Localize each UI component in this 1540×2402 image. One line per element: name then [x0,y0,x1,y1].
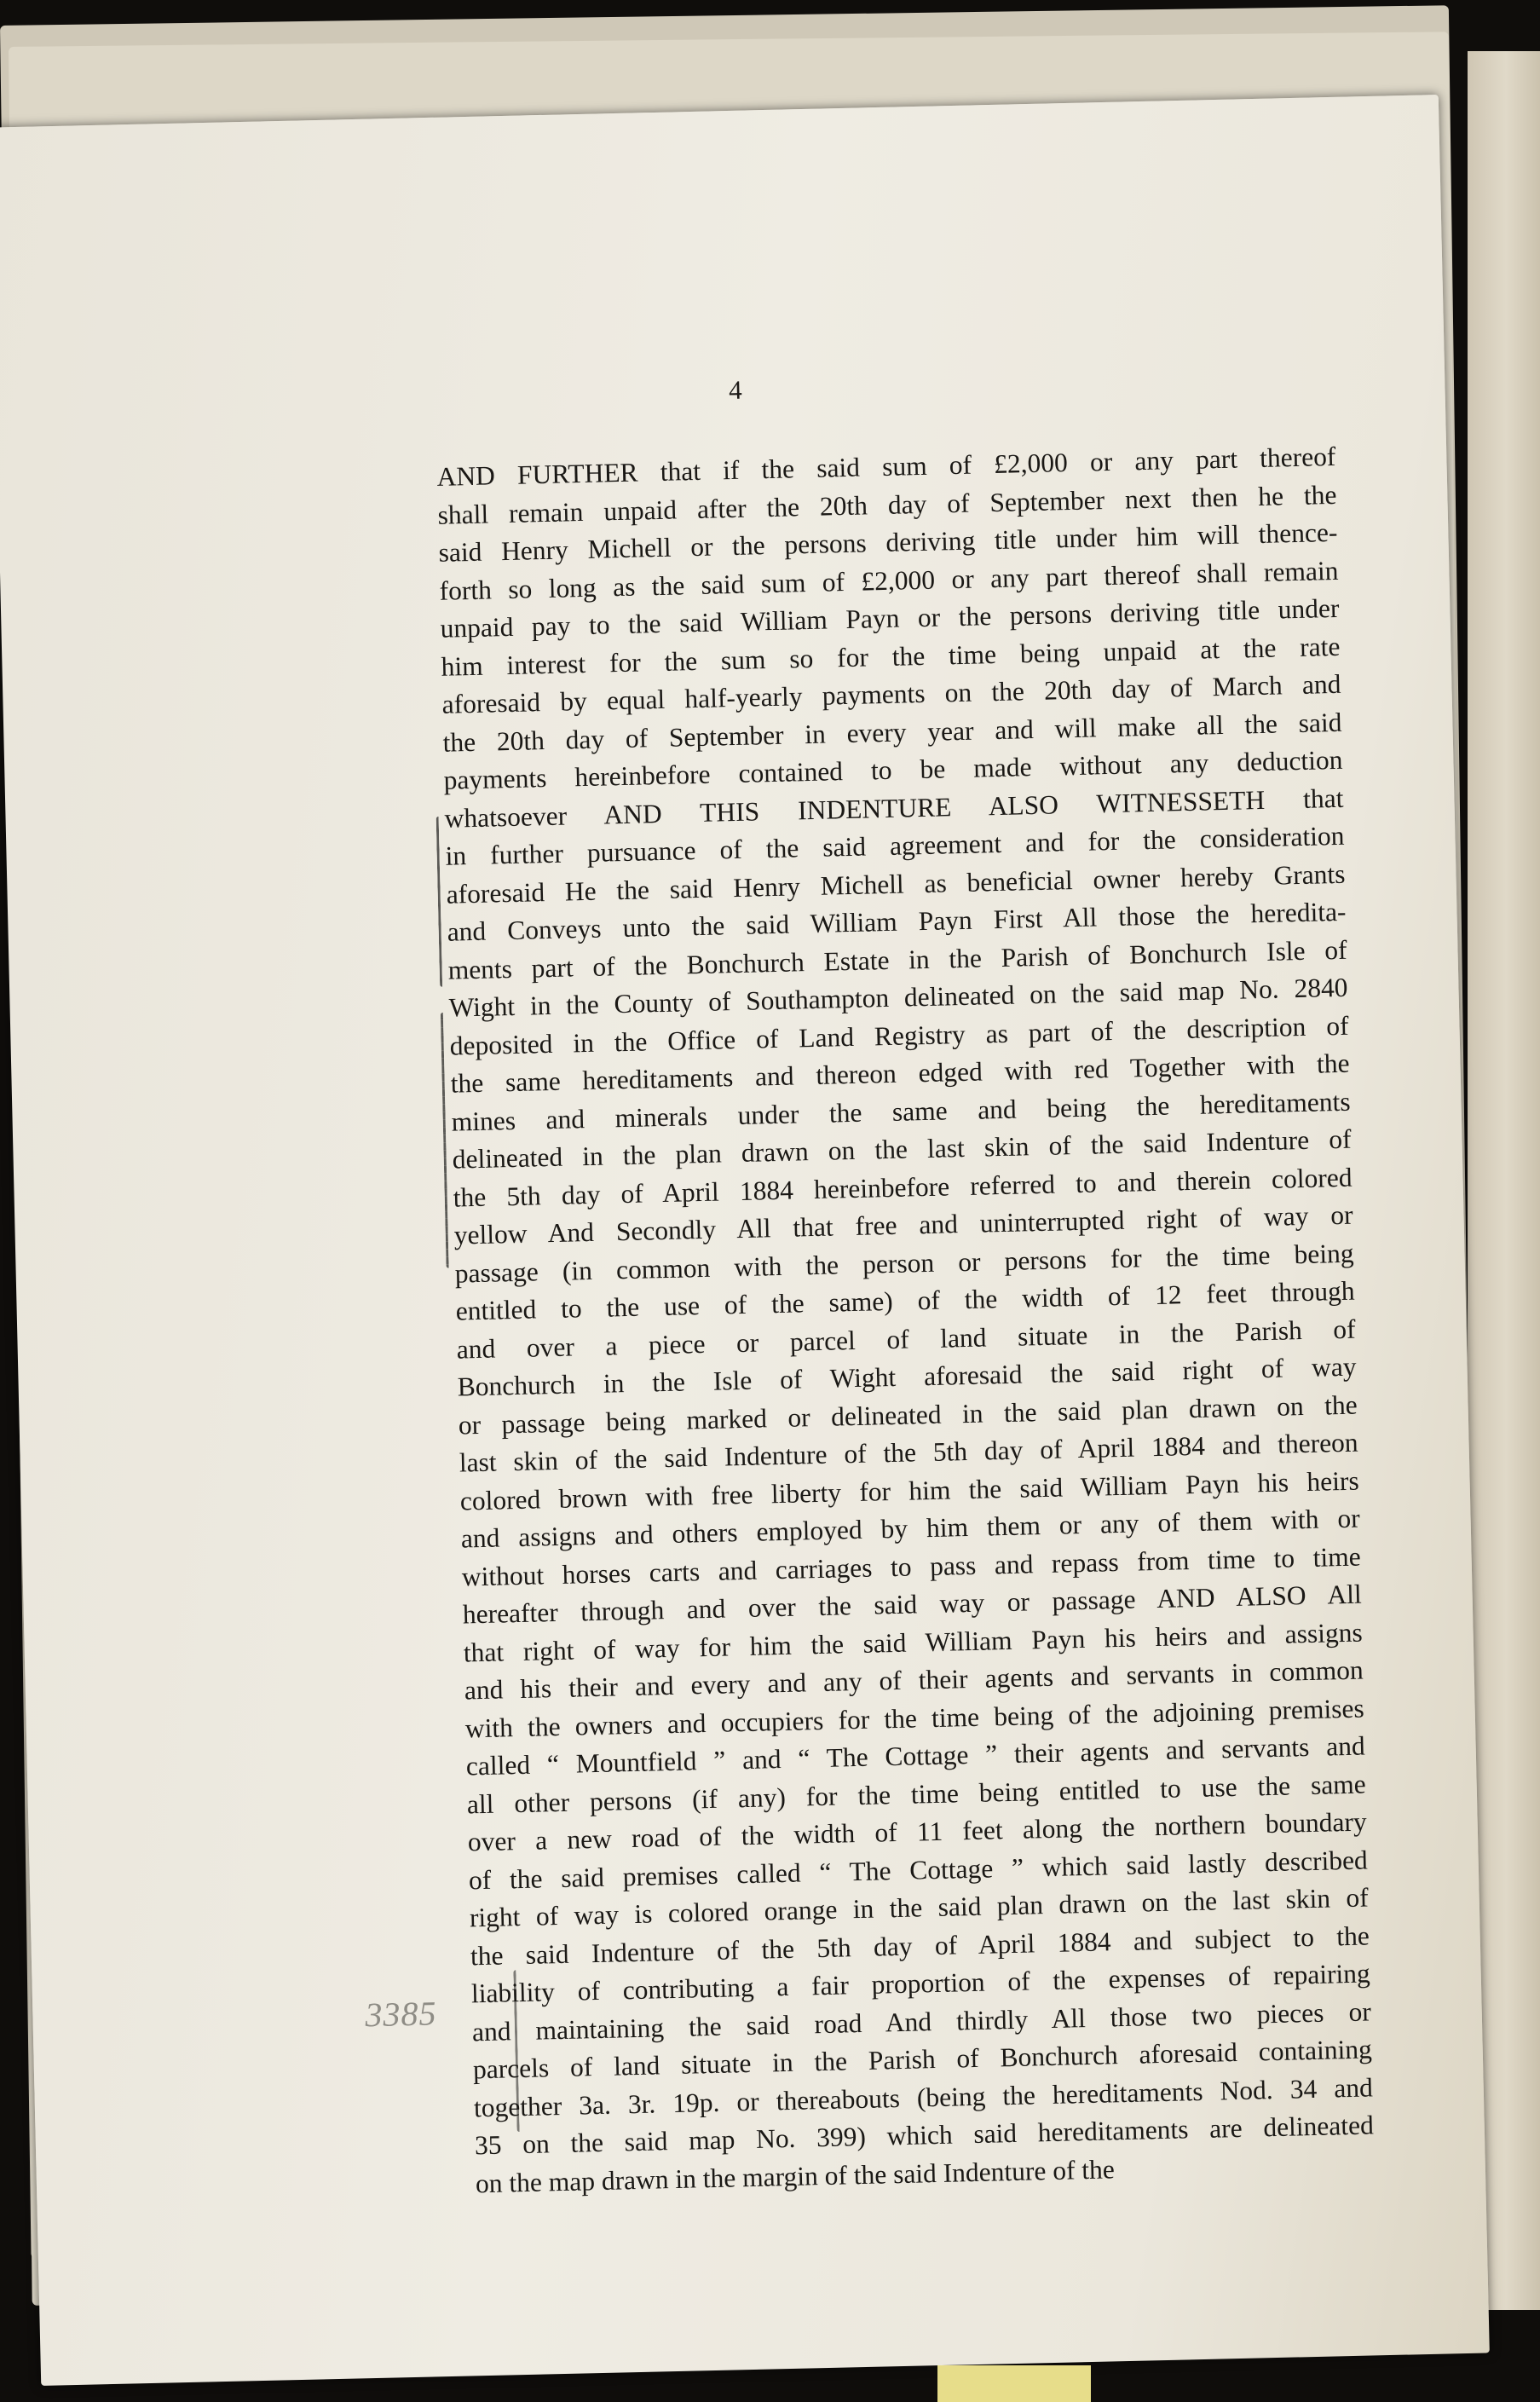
document-page [0,95,1490,2386]
text-line: parcels of land situate in the Parish of Bonchurch aforesaid containing [472,2034,1373,2085]
text-line: ments part of the Bonchurch Estate in the Parish of Bonchurch Isle of [447,934,1347,985]
text-line: of the said premises called “ The Cottage ” which said lastly described [468,1844,1369,1895]
text-line: unpaid pay to the said William Payn or the persons deriving title under [440,592,1340,644]
text-line: hereafter through and over the said way or passage AND ALSO All [462,1579,1363,1630]
text-line: delineated in the plan drawn on the last skin of the said Indenture of [452,1123,1352,1175]
text-line: called “ Mountfield ” and “ The Cottage ” their agents and servants and [465,1730,1366,1781]
text-line: or passage being marked or delineated in the said plan drawn on the [458,1389,1358,1441]
text-line: said Henry Michell or the persons deriving title under him will thence- [438,517,1338,568]
text-line: payments hereinbefore contained to be made without any deduction [443,744,1343,795]
margin-bracket-lower [441,1013,449,1268]
text-line: passage (in common with the person or persons for the time being [454,1238,1354,1289]
text-line: liability of contributing a fair proportion of the expenses of repairing [470,1958,1371,2009]
text-line: aforesaid by equal half-yearly payments on the 20th day of March and [441,668,1341,719]
text-line: Bonchurch in the Isle of Wight aforesaid the said right of way [457,1351,1357,1402]
text-line: yellow And Secondly All that free and uninterrupted right of way or [453,1199,1353,1250]
text-line: that right of way for him the said William Payn his heirs and assigns [463,1617,1364,1667]
text-line: and his their and every and any of their agents and servants in common [464,1654,1364,1706]
text-line: AND FURTHER that if the said sum of £2,000 or any part thereof [436,441,1336,492]
text-line: with the owners and occupiers for the time being of the adjoining premises [464,1693,1365,1743]
text-line: and Conveys unto the said William Payn First All those the heredita- [447,896,1347,947]
text-line: without horses carts and carriages to pass and repass from time to time [461,1541,1361,1591]
text-line: 35 on the said map No. 399) which said hereditaments are delineated [474,2110,1375,2161]
text-line: him interest for the sum so for the time being unpaid at the rate [441,631,1341,682]
text-line: right of way is colored orange in the said plan drawn on the last skin of [469,1882,1370,1933]
text-line: and maintaining the said road And thirdly All those two pieces or [471,1995,1372,2047]
margin-bracket-upper [436,817,443,987]
text-line: over a new road of the width of 11 feet along the northern boundary [467,1806,1368,1857]
text-line: all other persons (if any) for the time being entitled to use the same [466,1769,1367,1819]
pencil-margin-note: 3385 [364,1994,437,2035]
text-line: the same hereditaments and thereon edged with red Together with the [450,1048,1350,1099]
text-line: the 20th day of September in every year and will make all the said [442,707,1342,758]
text-line: in further pursuance of the said agreement and for the consideration [445,820,1345,871]
text-line: and over a piece or parcel of land situate in the Parish of [456,1314,1356,1365]
text-line: mines and minerals under the same and being the hereditaments [451,1086,1351,1137]
text-line: colored brown with free liberty for him the said William Payn his heirs [459,1465,1359,1516]
yellow-tab [937,2365,1091,2402]
text-line: the said Indenture of the 5th day of April 1884 and subject to the [470,1920,1370,1971]
text-line: whatsoever AND THIS INDENTURE ALSO WITNESSETH that [444,782,1344,834]
text-line: deposited in the Office of Land Registry as part of the description of [449,1010,1349,1061]
text-line: Wight in the County of Southampton delineated on the said map No. 2840 [448,972,1348,1023]
text-line: the 5th day of April 1884 hereinbefore referred to and therein colored [453,1162,1353,1213]
text-line: on the map drawn in the margin of the said Indenture of the [475,2153,1116,2198]
text-line: entitled to the use of the same) of the width of 12 feet through [455,1275,1355,1326]
text-line: last skin of the said Indenture of the 5th day of April 1884 and thereon [459,1427,1358,1478]
text-line: forth so long as the said sum of £2,000 or any part thereof shall remain [439,555,1339,606]
text-line: together 3a. 3r. 19p. or thereabouts (being the hereditaments Nod. 34 and [473,2071,1374,2122]
body-text [436,438,1375,2203]
text-line: shall remain unpaid after the 20th day of September next then he the [437,479,1337,530]
page-number: 4 [728,374,743,406]
text-line: and assigns and others employed by him them or any of them with or [460,1503,1360,1554]
text-line: aforesaid He the said Henry Michell as beneficial owner hereby Grants [446,858,1346,909]
